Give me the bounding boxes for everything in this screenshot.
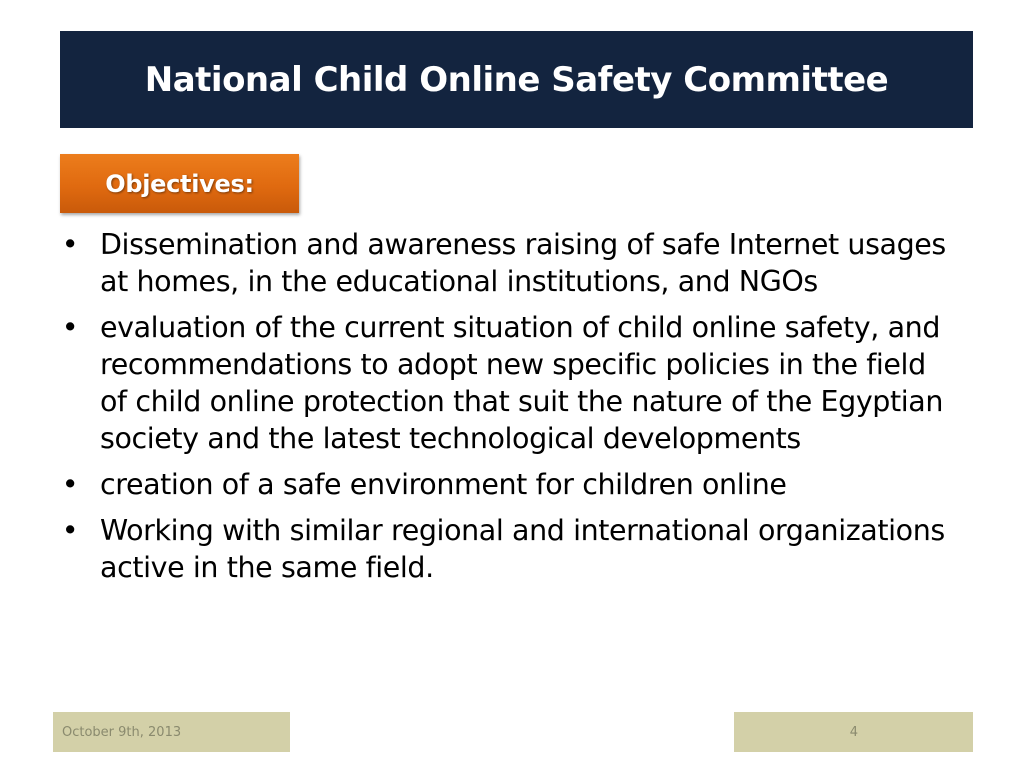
bullet-text: evaluation of the current situation of child online safety, and recommendations to adopt new specific policies in the field of child online protection that suit the nature of the Egyptian society and the latest technological developments <box>100 311 944 455</box>
list-item <box>58 512 958 586</box>
objectives-list <box>58 226 958 595</box>
footer-date-box <box>53 712 290 752</box>
title-bar <box>60 31 973 128</box>
list-item <box>58 226 958 300</box>
page-number: 4 <box>849 724 858 740</box>
bullet-icon: • <box>61 228 79 261</box>
bullet-text: Working with similar regional and international organizations active in the same field. <box>100 514 945 584</box>
bullet-icon: • <box>61 468 79 501</box>
bullet-icon: • <box>61 311 79 344</box>
list-item <box>58 309 958 457</box>
bullet-text: Dissemination and awareness raising of safe Internet usages at homes, in the educational institutions, and NGOs <box>100 228 946 298</box>
footer-page-box <box>734 712 973 752</box>
objectives-tab <box>60 154 299 213</box>
objectives-label: Objectives: <box>105 169 254 198</box>
slide-title: National Child Online Safety Committee <box>144 59 889 100</box>
bullet-text: creation of a safe environment for children online <box>100 468 787 501</box>
list-item <box>58 466 958 503</box>
bullet-icon: • <box>61 514 79 547</box>
footer-date: October 9th, 2013 <box>62 724 182 740</box>
